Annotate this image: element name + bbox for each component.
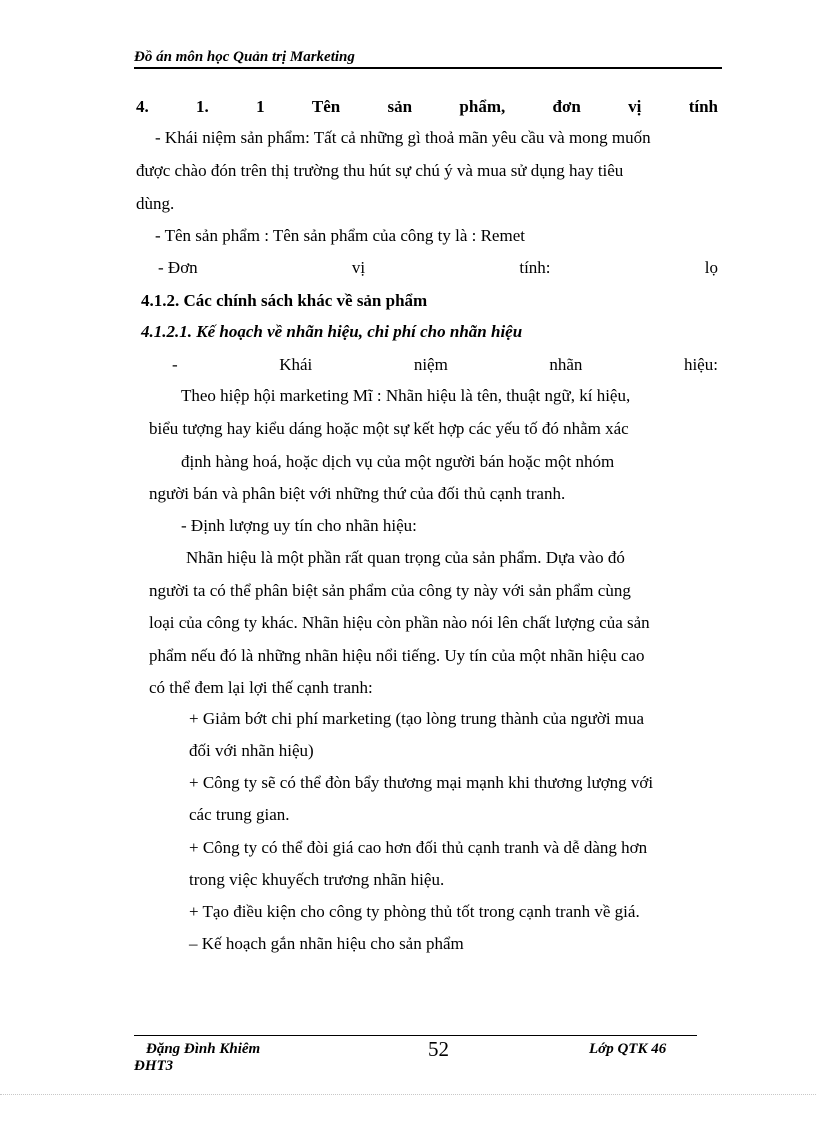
reputation-line: Nhãn hiệu là một phần rất quan trọng của sản phẩm. Dựa vào đó [186,548,625,567]
unit-part: lọ [704,258,718,277]
heading-part: phẩm, [459,97,506,116]
page-number: 52 [428,1037,449,1061]
concept-line: được chào đón trên thị trường thu hút sự chú ý và mua sử dụng hay tiêu [136,161,624,180]
heading-part: 1 [256,97,265,116]
heading-part: vị [628,97,642,116]
heading-4-1-2: 4.1.2. Các chính sách khác về sản phẩm [141,291,428,310]
concept-line: - Khái niệm sản phẩm: Tất cả những gì thoả mãn yêu cầu và mong muốn [155,128,651,147]
header-rule [134,67,722,69]
concept-line: dùng. [136,194,175,213]
reputation-line: người ta có thể phân biệt sản phẩm của công ty này với sản phẩm cùng [149,581,631,600]
benefit-line: + Công ty sẽ có thể đòn bẩy thương mại mạnh khi thương lượng với [189,773,654,792]
heading-4-1-2-1: 4.1.2.1. Kế hoạch về nhãn hiệu, chi phí cho nhãn hiệu [141,322,523,341]
heading-part: sản [387,97,413,116]
benefit-line: trong việc khuyếch trương nhãn hiệu. [189,870,445,889]
brand-concept-part: hiệu: [683,355,718,374]
reputation-line: phẩm nếu đó là những nhãn hiệu nổi tiếng. Uy tín của một nhãn hiệu cao [149,646,645,665]
footer-class: Lớp QTK 46 [589,1041,667,1057]
unit-part: vị [351,258,366,277]
brand-def-line: Theo hiệp hội marketing Mĩ : Nhãn hiệu là tên, thuật ngữ, kí hiệu, [181,386,631,405]
footer-author-line2: ĐHT3 [134,1058,174,1074]
brand-concept-part: - [172,355,178,374]
heading-part: 1. [196,97,209,116]
reputation-line: có thể đem lại lợi thế cạnh tranh: [149,678,373,697]
unit-part: - Đơn [158,258,198,277]
brand-concept-part: nhãn [549,355,583,374]
benefit-line: đối với nhãn hiệu) [189,741,314,760]
brand-concept-part: Khái [279,355,313,374]
heading-part: đơn [552,97,581,116]
reputation-line: loại của công ty khác. Nhãn hiệu còn phần nào nói lên chất lượng của sản [149,613,650,632]
heading-part: tính [688,97,718,116]
benefit-line: – Kế hoạch gắn nhãn hiệu cho sản phẩm [189,934,464,953]
unit-line [158,257,718,279]
benefit-line: các trung gian. [189,805,290,824]
brand-def-line: người bán và phân biệt với những thứ của đối thủ cạnh tranh. [149,484,566,503]
footer-author: Đặng Đình Khiêm [146,1041,261,1057]
page-edge [0,1094,816,1095]
brand-def-line: định hàng hoá, hoặc dịch vụ của một người bán hoặc một nhóm [181,452,615,471]
brand-def-line: biểu tượng hay kiểu dáng hoặc một sự kết hợp các yếu tố đó nhằm xác [149,419,629,438]
benefit-line: + Tạo điều kiện cho công ty phòng thủ tốt trong cạnh tranh về giá. [189,902,640,921]
product-name-line: - Tên sản phẩm : Tên sản phẩm của công ty là : Remet [155,226,525,245]
reputation-heading: - Định lượng uy tín cho nhãn hiệu: [181,516,417,535]
unit-part: tính: [519,258,551,277]
benefit-line: + Công ty có thể đòi giá cao hơn đối thủ cạnh tranh và dễ dàng hơn [189,838,648,857]
brand-concept-line [172,354,718,376]
benefit-line: + Giảm bớt chi phí marketing (tạo lòng trung thành của người mua [189,709,645,728]
heading-part: Tên [311,97,341,116]
heading-part: 4. [136,97,149,116]
footer-rule [134,1035,697,1036]
heading-4-1-1 [136,96,718,118]
header-title: Đồ án môn học Quản trị Marketing [134,49,355,65]
brand-concept-part: niệm [413,355,448,374]
